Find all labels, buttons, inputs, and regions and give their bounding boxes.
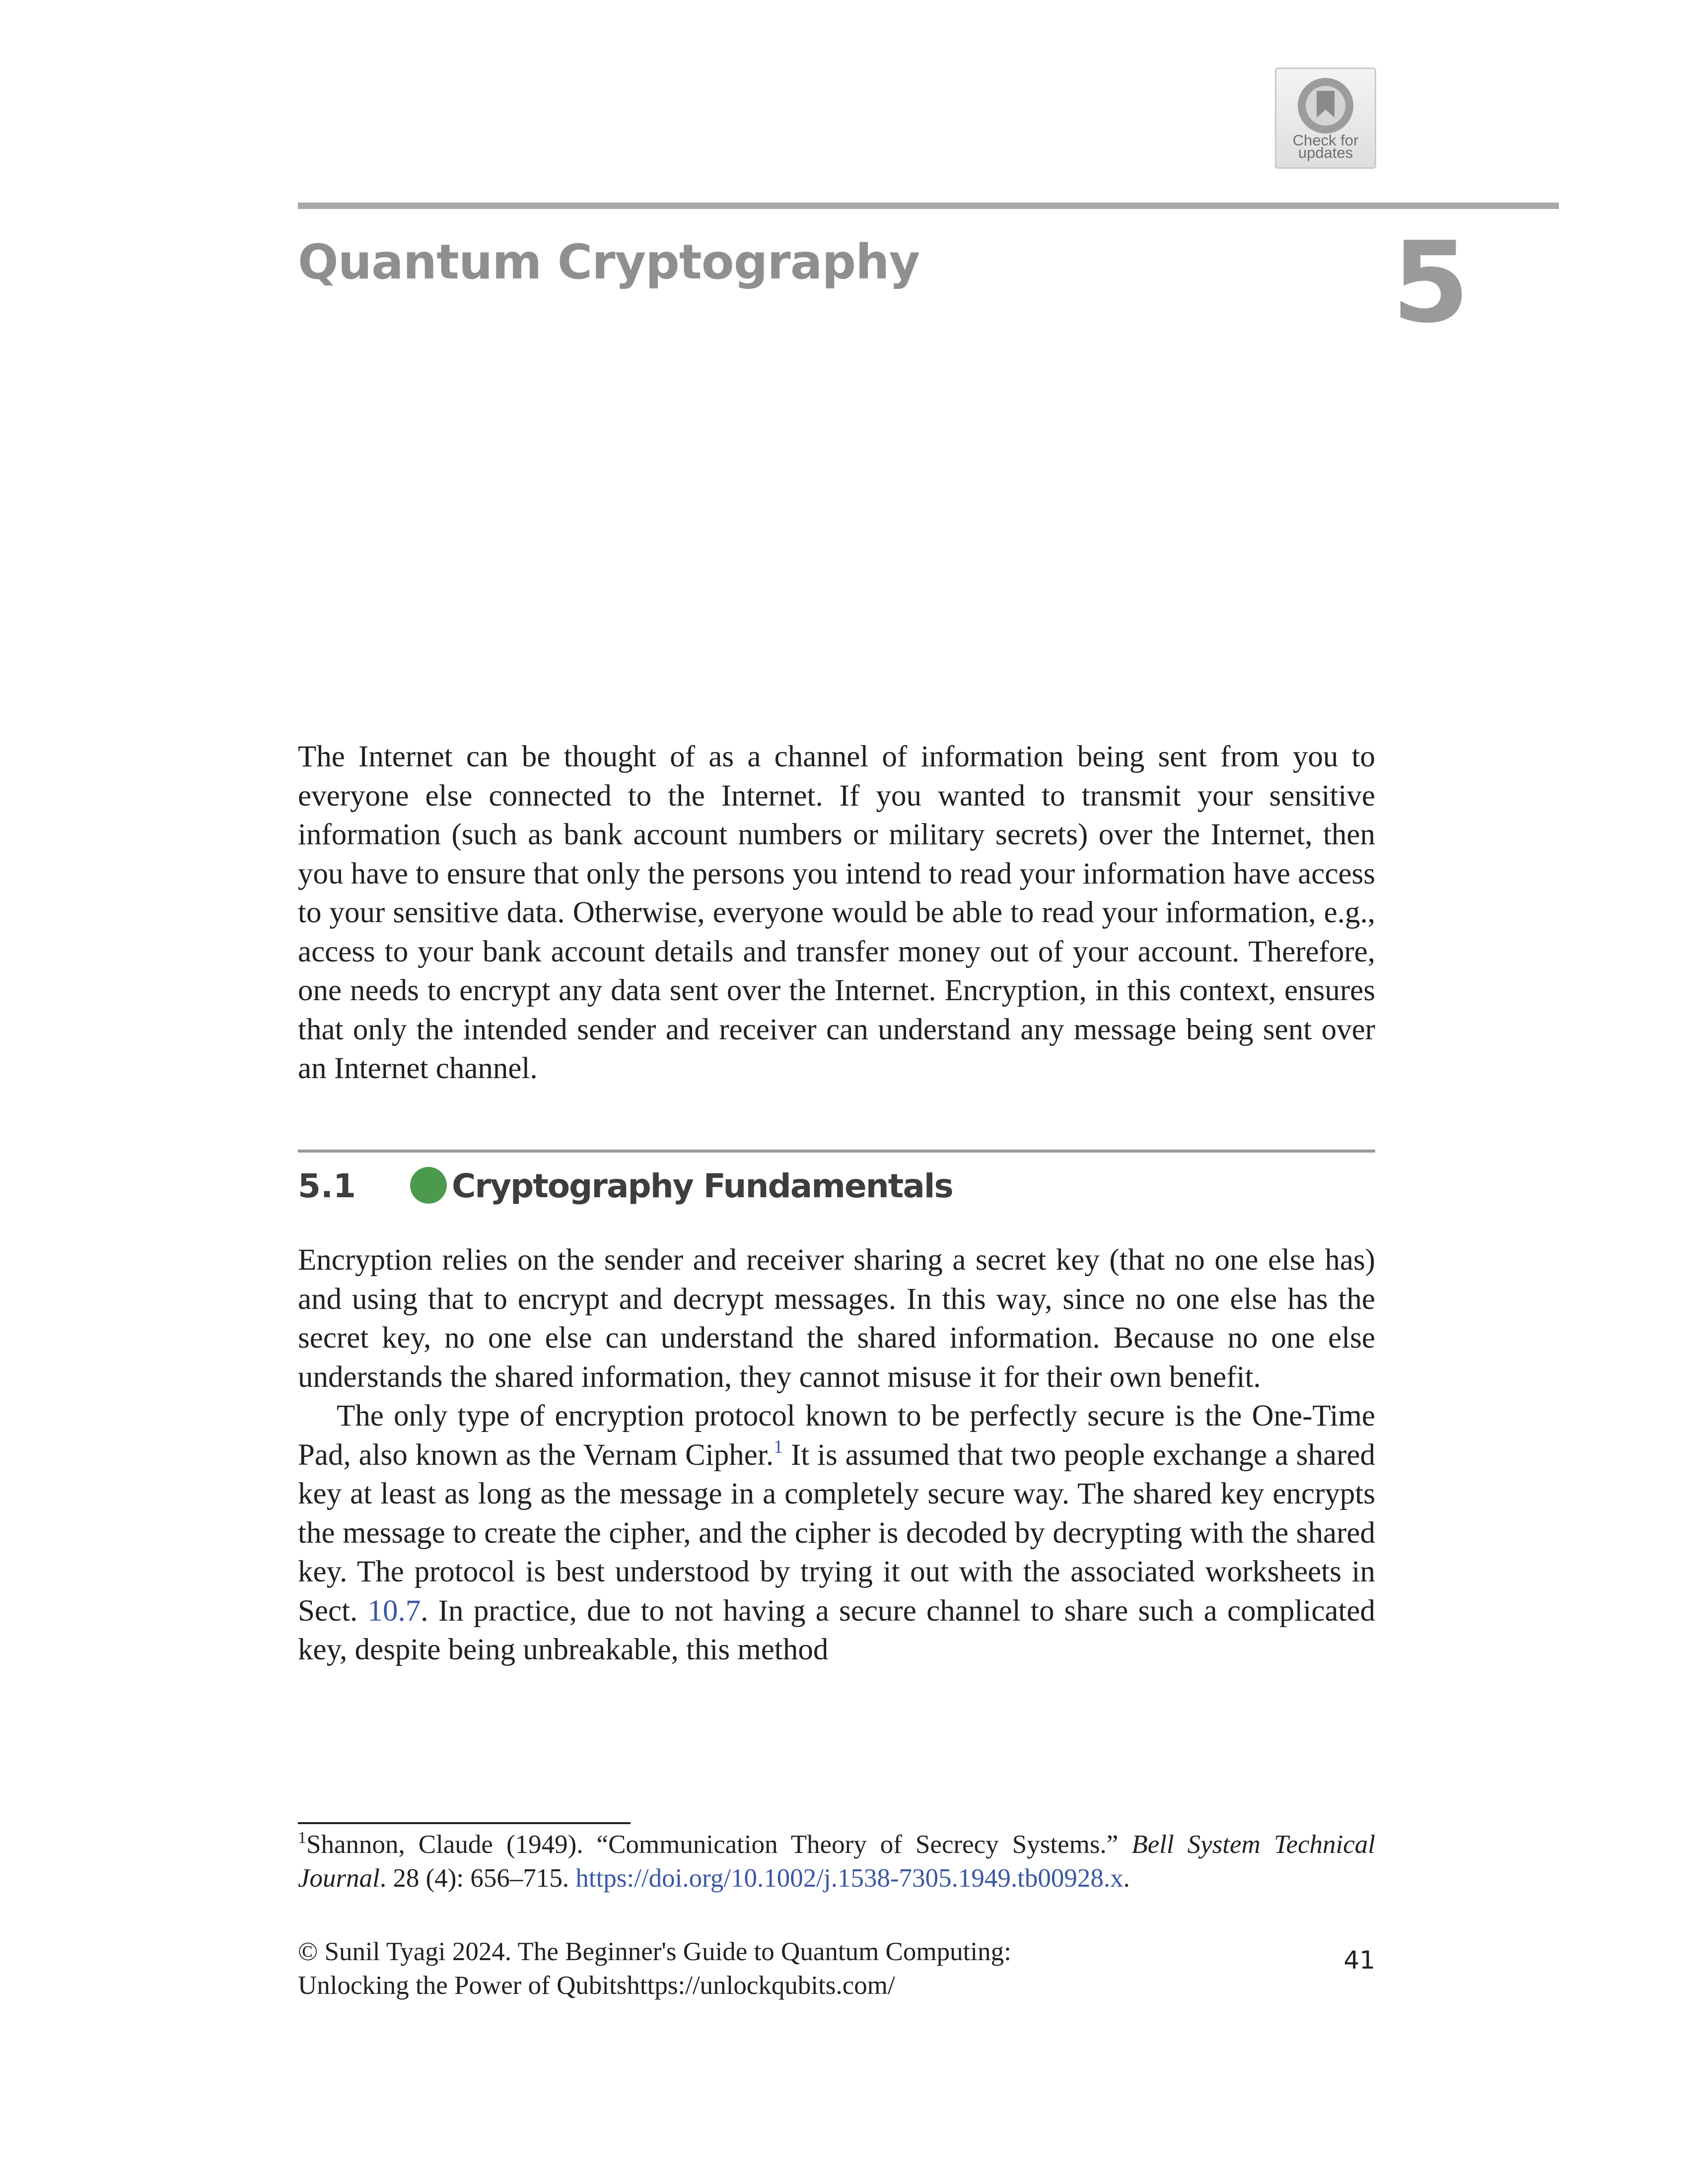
footnote-marker: 1: [298, 1829, 306, 1847]
footnote-text-c: .: [1123, 1864, 1130, 1893]
badge-label-line2: updates: [1298, 144, 1353, 161]
footnote-doi-link[interactable]: https://doi.org/10.1002/j.1538-7305.1949.tb00928.x: [575, 1864, 1124, 1893]
chapter-title: Quantum Cryptography: [298, 234, 920, 290]
intro-paragraph: [298, 738, 1375, 1089]
section-marker-dot: [410, 1167, 447, 1204]
footnote-journal: Bell System Technical Journal: [298, 1830, 1376, 1893]
footnote-reference-1[interactable]: 1: [774, 1436, 783, 1457]
section-paragraph-1: Encryption relies on the sender and receiver sharing a secret key (that no one else has) and using that to encrypt and decrypt messages. In this way, since no one else has the secret key, no one else can understand the shared information. Because no one else understands the shared information, they cannot misuse it for their own benefit.: [298, 1243, 1375, 1394]
footnote-text-a: Shannon, Claude (1949). “Communication Theory of Secrecy Systems.”: [306, 1830, 1132, 1859]
copyright-line-1: © Sunil Tyagi 2024. The Beginner's Guide to Quantum Computing:: [298, 1937, 1011, 1966]
chapter-number: 5: [1392, 218, 1470, 348]
page-number: 41: [1343, 1946, 1375, 1975]
section-rule: [298, 1150, 1375, 1153]
intro-text: The Internet can be thought of as a channel of information being sent from you to everyone else connected to the Internet. If you wanted to transmit your sensitive information (such as bank account numbers or military secrets) over the Internet, then you have to ensure that only the persons you intend to read your information have access to your sensitive data. Otherwise, everyone would be able to read your information, e.g., access to your bank account details and transfer money out of your account. Therefore, one needs to encrypt any data sent over the Internet. Encryption, in this context, ensures that only the intended sender and receiver can understand any message being sent over an Internet channel.: [298, 740, 1375, 1085]
footnote-rule: [298, 1822, 631, 1824]
section-link-10-7[interactable]: 10.7: [367, 1594, 421, 1628]
check-for-updates-badge[interactable]: [1275, 68, 1376, 169]
para2-text-b: It is assumed that two people exchange a shared key at least as long as the message in a completely secure way. The shared key encrypts the message to create the cipher, and the cipher is decoded by decrypting with the shared key. The protocol is best understood by trying it out with the associated worksheets in Sect.: [298, 1438, 1375, 1628]
section-body: [298, 1241, 1375, 1670]
section-paragraph-2: [298, 1397, 1375, 1670]
section-number: 5.1: [298, 1167, 356, 1205]
copyright-line-2: Unlocking the Power of Qubitshttps://unlockqubits.com/: [298, 1971, 895, 2000]
copyright-notice: [298, 1935, 1142, 2002]
chapter-top-rule: [298, 203, 1559, 209]
bookmark-ribbon-icon: [1296, 76, 1355, 136]
badge-label-line1: Check for: [1292, 132, 1359, 149]
footnote-1: [298, 1828, 1375, 1895]
para2-text-c: . In practice, due to not having a secure channel to share such a complicated key, despite being unbreakable, this method: [298, 1594, 1375, 1666]
footnote-text-b: . 28 (4): 656–715.: [379, 1864, 576, 1893]
section-title: Cryptography Fundamentals: [452, 1167, 953, 1205]
para2-text-a: The only type of encryption protocol known to be perfectly secure is the One-Time Pad, also known as the Vernam Cipher.: [298, 1399, 1375, 1472]
